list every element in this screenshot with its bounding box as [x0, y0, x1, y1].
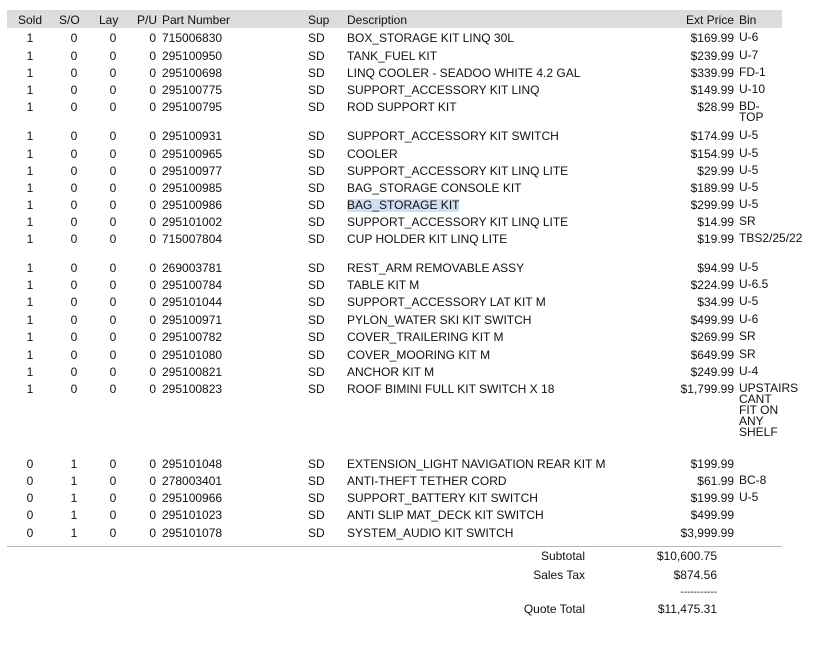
row-6-lay: 0 — [109, 129, 117, 143]
row-22-pu: 0 — [149, 474, 156, 488]
row-17-sup: SD — [308, 330, 325, 344]
header-sold: Sold — [18, 13, 43, 27]
row-8-sup: SD — [308, 164, 325, 178]
row-11-part: 295101002 — [162, 215, 223, 229]
row-16-sup: SD — [308, 313, 325, 327]
row-1-pu: 0 — [149, 31, 156, 45]
row-12-so: 0 — [70, 232, 78, 246]
row-19-price: $249.99 — [690, 365, 734, 379]
row-22-sup: SD — [308, 474, 325, 488]
row-25-sold: 0 — [26, 526, 34, 540]
row-5-lay: 0 — [109, 100, 117, 114]
row-1-bin: U-6 — [739, 30, 759, 44]
row-4-desc: SUPPORT_ACCESSORY KIT LINQ — [347, 83, 540, 97]
row-13-bin: U-5 — [739, 260, 759, 274]
row-23-part: 295100966 — [162, 491, 223, 505]
row-5-desc: ROD SUPPORT KIT — [347, 100, 457, 114]
row-23-so: 1 — [70, 491, 78, 505]
row-14-sup: SD — [308, 278, 325, 292]
row-13-sold: 1 — [26, 261, 34, 275]
row-12-bin: TBS2/25/22 — [739, 231, 803, 245]
row-9-lay: 0 — [109, 181, 117, 195]
row-14-pu: 0 — [149, 278, 156, 292]
row-20-part: 295100823 — [162, 382, 223, 396]
row-4-price: $149.99 — [690, 83, 734, 97]
row-1-price: $169.99 — [690, 31, 734, 45]
row-16-so: 0 — [70, 313, 78, 327]
row-7-part: 295100965 — [162, 147, 223, 161]
row-12-pu: 0 — [149, 232, 156, 246]
row-6-part: 295100931 — [162, 129, 223, 143]
row-1-sold: 1 — [26, 31, 34, 45]
row-5-price: $28.99 — [697, 100, 734, 114]
row-7-lay: 0 — [109, 147, 117, 161]
row-12-price: $19.99 — [697, 232, 734, 246]
row-5-sup: SD — [308, 100, 325, 114]
row-2-price: $239.99 — [690, 49, 734, 63]
row-6-so: 0 — [70, 129, 78, 143]
row-23-bin: U-5 — [739, 490, 759, 504]
row-10-sold: 1 — [26, 198, 34, 212]
row-3-lay: 0 — [109, 66, 117, 80]
row-11-so: 0 — [70, 215, 78, 229]
row-22-lay: 0 — [109, 474, 117, 488]
row-24-price: $499.99 — [690, 508, 734, 522]
row-2-sold: 1 — [26, 49, 34, 63]
row-13-lay: 0 — [109, 261, 117, 275]
row-14-sold: 1 — [26, 278, 34, 292]
header-description: Description — [347, 13, 408, 27]
row-13-part: 269003781 — [162, 261, 223, 275]
row-1-lay: 0 — [109, 31, 117, 45]
row-5-sold: 1 — [26, 100, 34, 114]
row-11-pu: 0 — [149, 215, 156, 229]
row-19-so: 0 — [70, 365, 78, 379]
row-17-lay: 0 — [109, 330, 117, 344]
row-17-sold: 1 — [26, 330, 34, 344]
row-10-so: 0 — [70, 198, 78, 212]
row-24-part: 295101023 — [162, 508, 223, 522]
quote-total-label: Quote Total — [523, 602, 585, 616]
row-19-sup: SD — [308, 365, 325, 379]
row-16-sold: 1 — [26, 313, 34, 327]
row-4-sold: 1 — [26, 83, 34, 97]
row-25-part: 295101078 — [162, 526, 223, 540]
row-5-bin: BD-TOP — [739, 99, 764, 124]
row-1-so: 0 — [70, 31, 78, 45]
row-9-so: 0 — [70, 181, 78, 195]
row-7-so: 0 — [70, 147, 78, 161]
row-12-lay: 0 — [109, 232, 117, 246]
row-13-sup: SD — [308, 261, 325, 275]
row-8-pu: 0 — [149, 164, 156, 178]
row-19-desc: ANCHOR KIT M — [347, 365, 435, 379]
row-14-part: 295100784 — [162, 278, 223, 292]
row-20-so: 0 — [70, 382, 78, 396]
row-21-sold: 0 — [26, 457, 34, 471]
row-22-price: $61.99 — [697, 474, 734, 488]
row-11-bin: SR — [739, 214, 756, 228]
row-6-desc: SUPPORT_ACCESSORY KIT SWITCH — [347, 129, 559, 143]
row-6-sold: 1 — [26, 129, 34, 143]
row-12-sup: SD — [308, 232, 325, 246]
row-21-lay: 0 — [109, 457, 117, 471]
row-23-lay: 0 — [109, 491, 117, 505]
row-4-pu: 0 — [149, 83, 156, 97]
row-2-pu: 0 — [149, 49, 156, 63]
header-pu: P/U — [137, 13, 158, 27]
total-dashes: ----------- — [680, 587, 717, 598]
row-18-so: 0 — [70, 348, 78, 362]
row-4-part: 295100775 — [162, 83, 223, 97]
row-25-lay: 0 — [109, 526, 117, 540]
row-17-part: 295100782 — [162, 330, 223, 344]
row-13-pu: 0 — [149, 261, 156, 275]
totals-divider — [7, 546, 782, 547]
header-so: S/O — [59, 13, 80, 27]
row-15-part: 295101044 — [162, 295, 223, 309]
row-10-desc-selected[interactable]: BAG_STORAGE KIT — [347, 198, 460, 212]
row-18-price: $649.99 — [690, 348, 734, 362]
row-14-lay: 0 — [109, 278, 117, 292]
row-1-desc: BOX_STORAGE KIT LINQ 30L — [347, 31, 514, 45]
row-16-part: 295100971 — [162, 313, 223, 327]
row-21-desc: EXTENSION_LIGHT NAVIGATION REAR KIT M — [347, 457, 606, 471]
row-18-pu: 0 — [149, 348, 156, 362]
sales-tax-label: Sales Tax — [533, 568, 585, 582]
row-23-sold: 0 — [26, 491, 34, 505]
row-7-sup: SD — [308, 147, 325, 161]
row-22-sold: 0 — [26, 474, 34, 488]
header-ext-price: Ext Price — [685, 13, 734, 27]
row-9-price: $189.99 — [690, 181, 734, 195]
row-20-bin: UPSTAIRS CANT FIT ON ANY SHELF — [739, 381, 799, 439]
row-19-bin: U-4 — [739, 364, 759, 378]
row-24-desc: ANTI SLIP MAT_DECK KIT SWITCH — [347, 508, 544, 522]
row-9-sold: 1 — [26, 181, 34, 195]
row-8-bin: U-5 — [739, 163, 759, 177]
row-18-bin: SR — [739, 347, 756, 361]
row-17-so: 0 — [70, 330, 78, 344]
header-sup: Sup — [308, 13, 330, 27]
row-6-price: $174.99 — [690, 129, 734, 143]
subtotal-label: Subtotal — [540, 549, 585, 563]
row-9-desc: BAG_STORAGE CONSOLE KIT — [347, 181, 522, 195]
row-23-desc: SUPPORT_BATTERY KIT SWITCH — [347, 491, 538, 505]
row-4-lay: 0 — [109, 83, 117, 97]
row-11-sup: SD — [308, 215, 325, 229]
row-3-pu: 0 — [149, 66, 156, 80]
row-10-price: $299.99 — [690, 198, 734, 212]
row-13-so: 0 — [70, 261, 78, 275]
row-10-part: 295100986 — [162, 198, 223, 212]
row-14-bin: U-6.5 — [739, 277, 769, 291]
row-22-so: 1 — [70, 474, 78, 488]
row-8-sold: 1 — [26, 164, 34, 178]
row-25-desc: SYSTEM_AUDIO KIT SWITCH — [347, 526, 514, 540]
row-3-bin: FD-1 — [739, 65, 766, 79]
row-15-lay: 0 — [109, 295, 117, 309]
row-6-pu: 0 — [149, 129, 156, 143]
row-15-pu: 0 — [149, 295, 156, 309]
row-9-part: 295100985 — [162, 181, 223, 195]
row-8-so: 0 — [70, 164, 78, 178]
row-15-sold: 1 — [26, 295, 34, 309]
row-19-lay: 0 — [109, 365, 117, 379]
row-19-part: 295100821 — [162, 365, 223, 379]
row-17-pu: 0 — [149, 330, 156, 344]
row-7-price: $154.99 — [690, 147, 734, 161]
header-part-number: Part Number — [162, 13, 231, 27]
quote-total-value: $11,475.31 — [657, 602, 717, 616]
row-9-pu: 0 — [149, 181, 156, 195]
row-17-desc: COVER_TRAILERING KIT M — [347, 330, 504, 344]
row-21-so: 1 — [70, 457, 78, 471]
row-2-lay: 0 — [109, 49, 117, 63]
row-11-price: $14.99 — [697, 215, 734, 229]
row-16-pu: 0 — [149, 313, 156, 327]
row-15-so: 0 — [70, 295, 78, 309]
row-24-pu: 0 — [149, 508, 156, 522]
row-17-bin: SR — [739, 329, 756, 343]
row-3-part: 295100698 — [162, 66, 223, 80]
row-23-pu: 0 — [149, 491, 156, 505]
header-bin: Bin — [739, 13, 757, 27]
row-24-so: 1 — [70, 508, 78, 522]
row-5-pu: 0 — [149, 100, 156, 114]
row-2-desc: TANK_FUEL KIT — [347, 49, 438, 63]
row-7-bin: U-5 — [739, 146, 759, 160]
sales-tax-value: $874.56 — [673, 568, 717, 582]
row-20-sup: SD — [308, 382, 325, 396]
row-11-desc: SUPPORT_ACCESSORY KIT LINQ LITE — [347, 215, 569, 229]
row-9-bin: U-5 — [739, 180, 759, 194]
row-17-price: $269.99 — [690, 330, 734, 344]
row-22-desc: ANTI-THEFT TETHER CORD — [347, 474, 507, 488]
row-20-sold: 1 — [26, 382, 34, 396]
row-5-so: 0 — [70, 100, 78, 114]
row-15-sup: SD — [308, 295, 325, 309]
row-21-sup: SD — [308, 457, 325, 471]
row-3-so: 0 — [70, 66, 78, 80]
row-12-part: 715007804 — [162, 232, 223, 246]
row-10-sup: SD — [308, 198, 325, 212]
row-23-price: $199.99 — [690, 491, 734, 505]
row-13-desc: REST_ARM REMOVABLE ASSY — [347, 261, 525, 275]
row-20-lay: 0 — [109, 382, 117, 396]
row-12-sold: 1 — [26, 232, 34, 246]
row-20-pu: 0 — [149, 382, 156, 396]
row-18-sup: SD — [308, 348, 325, 362]
row-25-price: $3,999.99 — [680, 526, 734, 540]
row-16-lay: 0 — [109, 313, 117, 327]
row-24-sup: SD — [308, 508, 325, 522]
row-21-part: 295101048 — [162, 457, 223, 471]
row-19-sold: 1 — [26, 365, 34, 379]
row-25-pu: 0 — [149, 526, 156, 540]
row-25-so: 1 — [70, 526, 78, 540]
row-22-part: 278003401 — [162, 474, 223, 488]
row-1-part: 715006830 — [162, 31, 223, 45]
row-22-bin: BC-8 — [739, 473, 767, 487]
row-20-desc: ROOF BIMINI FULL KIT SWITCH X 18 — [347, 382, 555, 396]
row-13-price: $94.99 — [697, 261, 734, 275]
row-5-part: 295100795 — [162, 100, 223, 114]
row-4-bin: U-10 — [739, 82, 766, 96]
subtotal-value: $10,600.75 — [656, 549, 717, 563]
row-8-price: $29.99 — [697, 164, 734, 178]
row-4-so: 0 — [70, 83, 78, 97]
row-23-sup: SD — [308, 491, 325, 505]
row-15-price: $34.99 — [697, 295, 734, 309]
row-2-sup: SD — [308, 49, 325, 63]
row-4-sup: SD — [308, 83, 325, 97]
row-18-sold: 1 — [26, 348, 34, 362]
row-16-price: $499.99 — [690, 313, 734, 327]
row-18-lay: 0 — [109, 348, 117, 362]
row-14-price: $224.99 — [690, 278, 734, 292]
row-21-pu: 0 — [149, 457, 156, 471]
row-9-sup: SD — [308, 181, 325, 195]
row-14-desc: TABLE KIT M — [347, 278, 420, 292]
row-3-sold: 1 — [26, 66, 34, 80]
row-18-part: 295101080 — [162, 348, 223, 362]
row-25-sup: SD — [308, 526, 325, 540]
row-14-so: 0 — [70, 278, 78, 292]
row-16-desc: PYLON_WATER SKI KIT SWITCH — [347, 313, 532, 327]
row-6-bin: U-5 — [739, 128, 759, 142]
row-10-pu: 0 — [149, 198, 156, 212]
row-3-sup: SD — [308, 66, 325, 80]
row-21-price: $199.99 — [690, 457, 734, 471]
row-8-desc: SUPPORT_ACCESSORY KIT LINQ LITE — [347, 164, 569, 178]
row-16-bin: U-6 — [739, 312, 759, 326]
row-10-lay: 0 — [109, 198, 117, 212]
row-20-price: $1,799.99 — [680, 382, 734, 396]
row-24-lay: 0 — [109, 508, 117, 522]
row-15-bin: U-5 — [739, 294, 759, 308]
row-2-part: 295100950 — [162, 49, 223, 63]
row-11-lay: 0 — [109, 215, 117, 229]
row-12-desc: CUP HOLDER KIT LINQ LITE — [347, 232, 508, 246]
row-8-part: 295100977 — [162, 164, 223, 178]
row-6-sup: SD — [308, 129, 325, 143]
row-1-sup: SD — [308, 31, 325, 45]
row-18-desc: COVER_MOORING KIT M — [347, 348, 491, 362]
row-7-pu: 0 — [149, 147, 156, 161]
row-11-sold: 1 — [26, 215, 34, 229]
row-24-sold: 0 — [26, 508, 34, 522]
row-15-desc: SUPPORT_ACCESSORY LAT KIT M — [347, 295, 546, 309]
header-lay: Lay — [99, 13, 119, 27]
row-7-sold: 1 — [26, 147, 34, 161]
row-3-price: $339.99 — [690, 66, 734, 80]
row-3-desc: LINQ COOLER - SEADOO WHITE 4.2 GAL — [347, 66, 581, 80]
row-19-pu: 0 — [149, 365, 156, 379]
row-2-bin: U-7 — [739, 48, 759, 62]
row-8-lay: 0 — [109, 164, 117, 178]
row-10-bin: U-5 — [739, 197, 759, 211]
row-7-desc: COOLER — [347, 147, 398, 161]
row-2-so: 0 — [70, 49, 78, 63]
